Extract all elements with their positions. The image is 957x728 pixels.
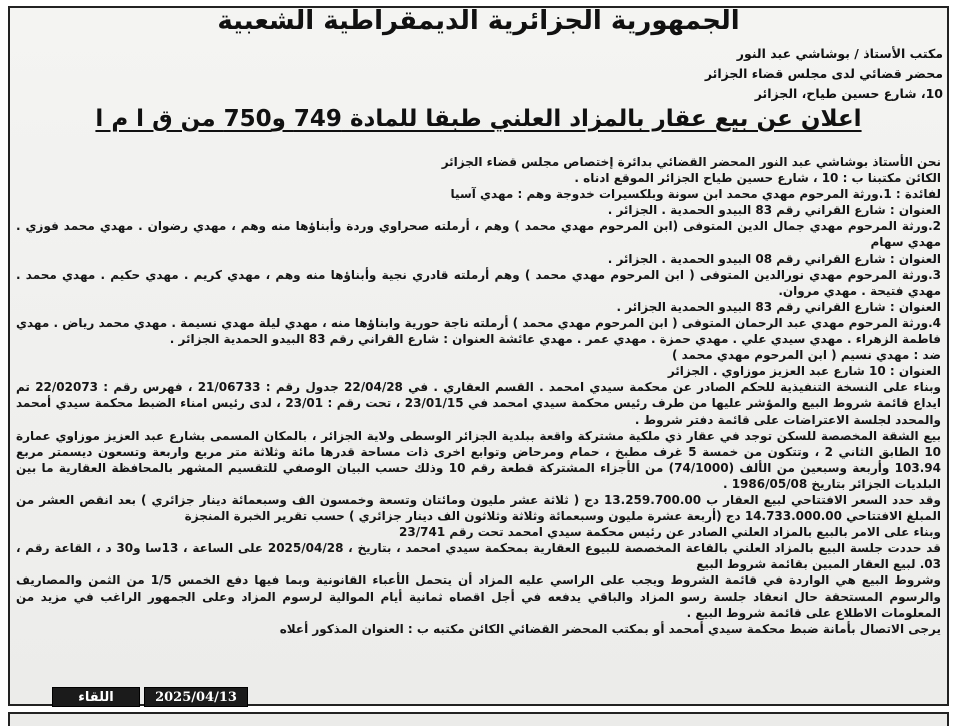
paragraph-address-1: العنوان : شارع القراني رقم 83 البيدو الحمدية . الجزائر . <box>607 203 941 218</box>
paragraph-beneficiary-3: 3.ورثة المرحوم مهدي نورالدين المتوفى ( ابن المرحوم مهدي محمد ) وهم أرملته قادري نجية وأبناؤها منه وهم ، مهدي كريم . مهدي حكيم . مهدي محمد . مهدي فتيحة . مهدي مروان. <box>16 267 941 298</box>
paragraph-beneficiary-1: لفائدة : 1.ورثة المرحوم مهدي محمد ابن سونة وبلكسيرات خدوجة وهم : مهدي آسيا <box>450 187 941 202</box>
paragraph-against: ضد : مهدي نسيم ( ابن المرحوم مهدي محمد ) <box>671 348 941 363</box>
paragraph-property: بيع الشقة المخصصة للسكن توجد في عقار ذي ملكية مشتركة واقعة ببلدية الجزائر الوسطى ولاية الجزائر ، بالمكان المسمى بشارع عبد العزيز موزاوي عمارة 10 الطابق الثاني 2 ، وتتكون من خمسة 5 غرف مطبخ ، حمام ومرحاض وتوابع اخرى ذات مساحة قدرها مائة وثلاثة متر مربع واربعة وتسعون ديسمتر مربع 103.94 وأربعة وسبعين من الألف (74/1000) من الأجزاء المشتركة قطعة رقم 10 وذلك حسب البيان الوصفي للتقسيم المشهر بالمحافظة العقارية ما بين البلديات الجزائر بتاريخ 1986/05/08 . <box>16 428 942 491</box>
next-announcement-edge <box>8 712 949 726</box>
bailiff-office-block <box>523 44 943 104</box>
paragraph-contact: يرجى الاتصال بأمانة ضبط محكمة سيدي أمحمد أو بمكتب المحضر القضائي الكائن مكتبه ب : العنوان المذكور أعلاه <box>279 621 941 636</box>
office-line-name: مكتب الأستاذ / بوشاشي عبد النور <box>736 46 943 61</box>
publication-date: 2025/04/13 <box>144 687 248 707</box>
republic-header: الجمهورية الجزائرية الديمقراطية الشعبية <box>217 6 740 36</box>
paragraph-sale-order: وبناء على الامر بالبيع بالمزاد العلني الصادر عن رئيس محكمة سيدي امحمد تحت رقم 23/741 <box>399 525 941 540</box>
paragraph-office: الكائن مكتبنا ب : 10 ، شارع حسين طياح الجزائر الموقع ادناه . <box>574 171 941 186</box>
paragraph-against-address: العنوان : 10 شارع عبد العزيز موزاوي . الجزائر <box>667 364 941 379</box>
paragraph-judgment: وبناء على النسخة التنفيذية للحكم الصادر عن محكمة سيدي امحمد . القسم العقاري . في 22/04/28 جدول رقم : 21/06733 ، فهرس رقم : 22/02073 تم ايداع قائمة شروط البيع والمؤشر عليها من طرف رئيس محكمة سيدي امحمد في 23/01/15 ، تحت رقم : 23/01 ، لدى رئيس امناء الضبط محكمة سيدي أمحمد والمحدد لجلسة الاعتراضات على قائمة دفتر شروط . <box>16 380 942 427</box>
paragraph-price: وقد حدد السعر الافتتاحي لبيع العقار ب 13.259.700.00 دج ( ثلاثة عشر مليون ومائتان وتسعة وخمسون الف وسبعمائة دينار جزائري ) بعد انقص العشر من المبلغ الافتتاحي 14.733.000.00 دج (أربعة عشرة مليون وسبعمائة وثلاثة وثلاثون الف دينار جزائري ) حسب تقرير الخبرة المنجزة <box>16 492 941 524</box>
paragraph-intro: نحن الأستاذ بوشاشي عبد النور المحضر القضائي بدائرة إختصاص مجلس قضاء الجزائر <box>441 155 941 169</box>
office-line-address: 10، شارع حسين طياح، الجزائر <box>754 86 943 101</box>
paragraph-session: قد حددت جلسة البيع بالمزاد العلني بالقاعة المخصصة للبيوع العقارية بمحكمة سيدي امحمد ، بتاريخ ، 2025/04/28 على الساعة ، 13سا و30 د ، القاعة رقم ، 03. لبيع العقار المبين بقائمة شروط البيع <box>16 541 941 572</box>
publication-name: اللقاء <box>52 687 140 707</box>
paragraph-beneficiary-4: 4.ورثة المرحوم مهدي عبد الرحمان المتوفى ( ابن المرحوم مهدي محمد ) أرملته ناجة حورية وابناؤها منه ، مهدي ليلة مهدي نسيمة . مهدي محمد رياض . مهدي فاطمة الزهراء . مهدي سيدي علي . مهدي حمزة . مهدي عمر . مهدي عائشة العنوان : شارع القراني رقم 83 البيدو الحمدية الجزائر . <box>16 315 941 347</box>
publication-footer <box>52 686 248 708</box>
office-line-role: محضر قضائي لدى مجلس قضاء الجزائر <box>704 66 943 81</box>
announcement-body <box>16 154 941 637</box>
paragraph-address-3: العنوان : شارع القراني رقم 83 البيدو الحمدية الجزائر . <box>616 299 941 314</box>
announcement-title: اعلان عن بيع عقار بالمزاد العلني طبقا للمادة 749 و750 من ق ا م ا <box>95 106 862 132</box>
paragraph-conditions: وشروط البيع هي الواردة في قائمة الشروط ويجب على الراسي عليه المزاد أن يتحمل الأعباء القانونية وبما فيها دفع الخمس 1/5 من الثمن والمصاريف والرسوم المستحقة حال انعقاد جلسة رسو المزاد والباقي يدفعه في أجل اقصاه ثمانية أيام الموالية لرسوم المزاد وعلى الجمهور الراغب في مزيد من المعلومات الاطلاع على قائمة شروط البيع . <box>16 573 942 620</box>
paragraph-beneficiary-2: 2.ورثة المرحوم مهدي جمال الدين المتوفى (ابن المرحوم مهدي محمد ) وهم ، أرملته صحراوي وردة وأبناؤها منه وهم ، مهدي رضوان . مهدي محمد فوزي . مهدي سهام <box>16 219 941 250</box>
paragraph-address-2: العنوان : شارع القراني رقم 08 البيدو الحمدية . الجزائر . <box>607 251 941 266</box>
